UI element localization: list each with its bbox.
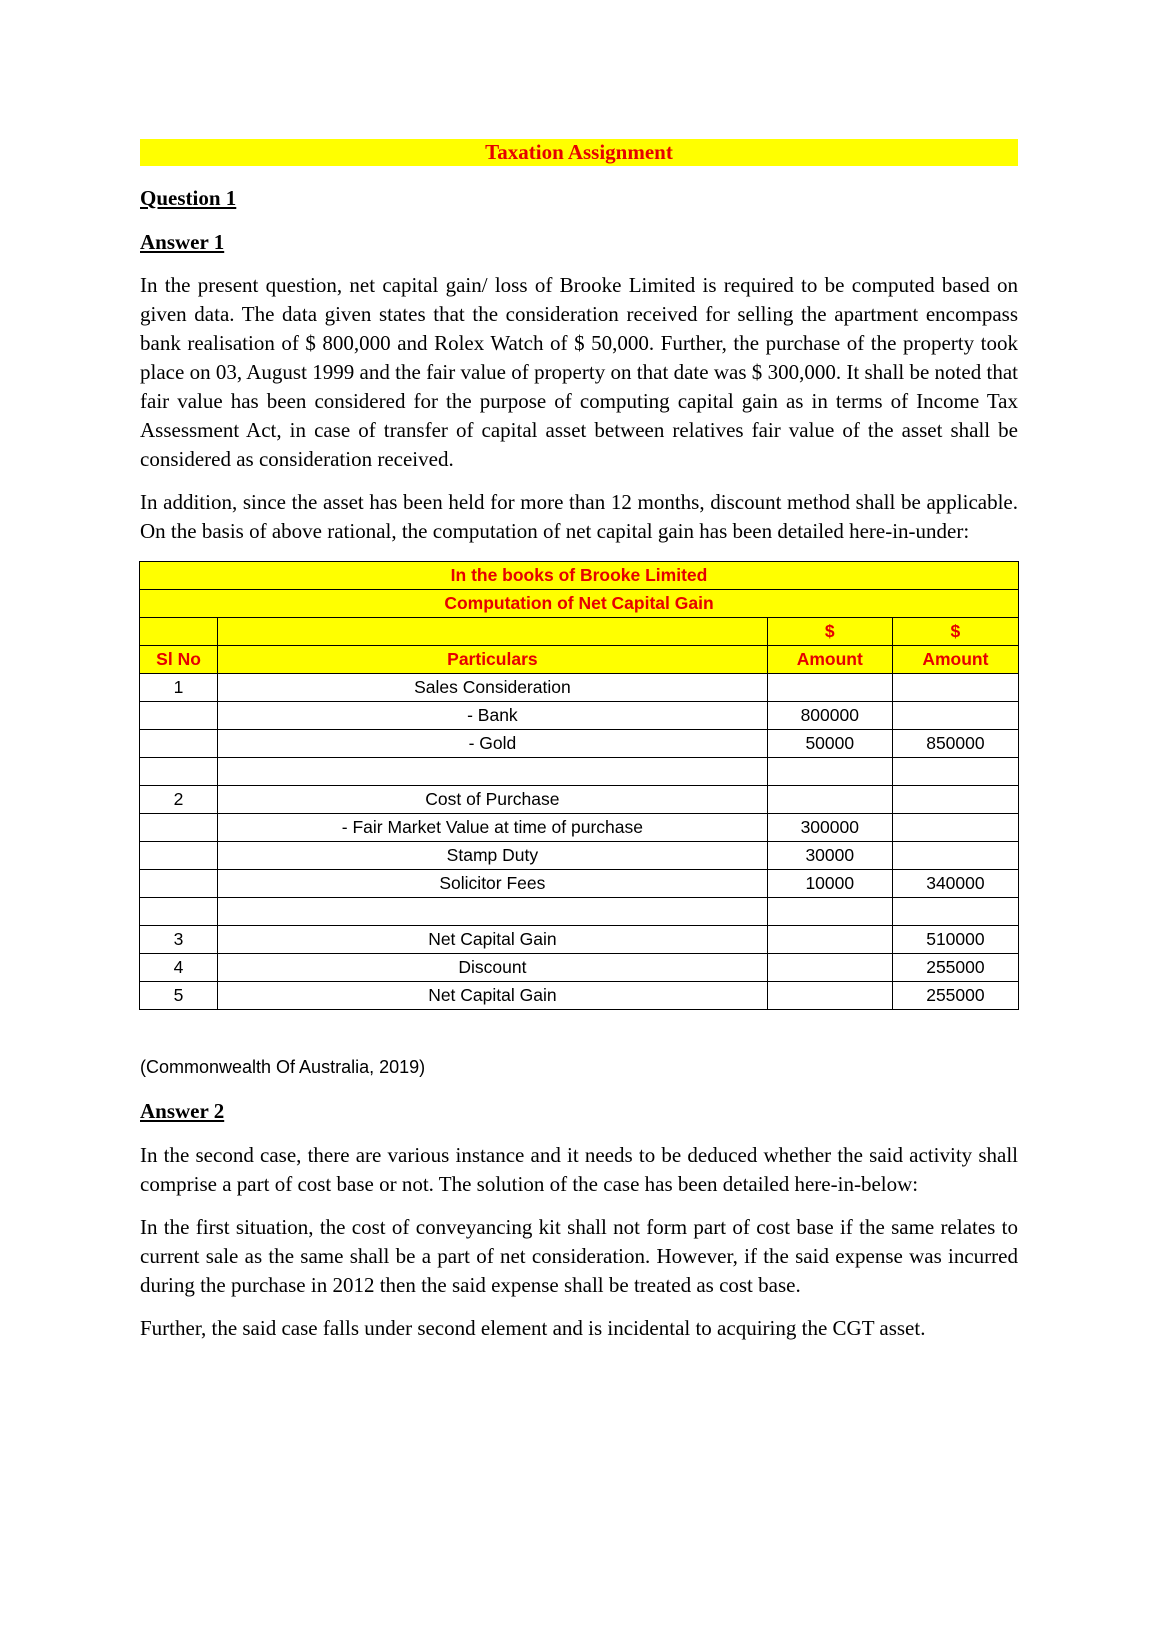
table-title-line1: In the books of Brooke Limited xyxy=(140,562,1019,590)
cell-amount-1 xyxy=(767,982,892,1010)
cell-amount-2 xyxy=(892,674,1018,702)
cell-sl-no: 4 xyxy=(140,954,218,982)
cell-amount-1 xyxy=(767,954,892,982)
capital-gain-table xyxy=(139,561,1019,1010)
header-amount-2: Amount xyxy=(892,646,1018,674)
cell-amount-2 xyxy=(892,842,1018,870)
cell-amount-1: 30000 xyxy=(767,842,892,870)
cell-amount-1 xyxy=(767,786,892,814)
table-row xyxy=(140,814,1019,842)
header-sl-no: Sl No xyxy=(140,646,218,674)
cell-sl-no: 2 xyxy=(140,786,218,814)
cell-sl-no xyxy=(140,898,218,926)
table-row xyxy=(140,982,1019,1010)
cell-sl-no: 3 xyxy=(140,926,218,954)
cell-sl-no xyxy=(140,702,218,730)
cell-particulars xyxy=(218,898,768,926)
cell-amount-2: 255000 xyxy=(892,954,1018,982)
cell-particulars: - Gold xyxy=(218,730,768,758)
table-row xyxy=(140,730,1019,758)
cell-amount-1: 800000 xyxy=(767,702,892,730)
cell-particulars: Discount xyxy=(218,954,768,982)
table-header-row xyxy=(140,646,1019,674)
cell-amount-1: 50000 xyxy=(767,730,892,758)
table-subtitle-row xyxy=(140,590,1019,618)
cell-sl-no xyxy=(140,814,218,842)
cell-amount-1: 10000 xyxy=(767,870,892,898)
header-amount-1: Amount xyxy=(767,646,892,674)
cell-amount-2 xyxy=(892,814,1018,842)
citation: (Commonwealth Of Australia, 2019) xyxy=(140,1057,426,1077)
cell-amount-2 xyxy=(892,898,1018,926)
table-row xyxy=(140,870,1019,898)
answer1-paragraph-1: In the present question, net capital gain/ loss of Brooke Limited is required to be computed based on given data. The data given states that the consideration received for selling the apartment encompass bank realisation of $ 800,000 and Rolex Watch of $ 50,000. Further, the purchase of the property took place on 03, August 1999 and the fair value of property on that date was $ 300,000. It shall be noted that fair value has been considered for the purpose of computing capital gain as in terms of Income Tax Assessment Act, in case of transfer of capital asset between relatives fair value of the asset shall be considered as consideration received. xyxy=(140,273,1018,471)
currency-cell: $ xyxy=(892,618,1018,646)
cell-amount-1 xyxy=(767,674,892,702)
cell-particulars: Net Capital Gain xyxy=(218,982,768,1010)
table-row xyxy=(140,674,1019,702)
table-row xyxy=(140,926,1019,954)
table-row xyxy=(140,954,1019,982)
cell-particulars: Stamp Duty xyxy=(218,842,768,870)
cell-sl-no: 1 xyxy=(140,674,218,702)
answer2-paragraph-2: In the first situation, the cost of conveyancing kit shall not form part of cost base if the same relates to current sale as the same shall be a part of net consideration. However, if the said expense was incurred during the purchase in 2012 then the said expense shall be treated as cost base. xyxy=(140,1215,1018,1297)
cell-sl-no xyxy=(140,758,218,786)
cell-amount-2: 510000 xyxy=(892,926,1018,954)
table-row xyxy=(140,702,1019,730)
currency-cell xyxy=(140,618,218,646)
document-title: Taxation Assignment xyxy=(140,139,1018,166)
cell-amount-2: 850000 xyxy=(892,730,1018,758)
table-row xyxy=(140,786,1019,814)
cell-amount-2: 255000 xyxy=(892,982,1018,1010)
cell-sl-no xyxy=(140,870,218,898)
cell-particulars: Sales Consideration xyxy=(218,674,768,702)
question1-heading: Question 1 xyxy=(140,186,237,210)
cell-amount-2 xyxy=(892,702,1018,730)
cell-sl-no xyxy=(140,842,218,870)
cell-particulars: Cost of Purchase xyxy=(218,786,768,814)
answer1-paragraph-2: In addition, since the asset has been held for more than 12 months, discount method shall be applicable. On the basis of above rational, the computation of net capital gain has been detailed here-in-under: xyxy=(140,490,1018,543)
cell-amount-2 xyxy=(892,786,1018,814)
cell-sl-no: 5 xyxy=(140,982,218,1010)
answer2-paragraph-3: Further, the said case falls under second element and is incidental to acquiring the CGT asset. xyxy=(140,1316,926,1340)
cell-amount-1 xyxy=(767,926,892,954)
cell-amount-2: 340000 xyxy=(892,870,1018,898)
table-row xyxy=(140,842,1019,870)
cell-amount-1 xyxy=(767,898,892,926)
table-title-row xyxy=(140,562,1019,590)
header-particulars: Particulars xyxy=(218,646,768,674)
cell-sl-no xyxy=(140,730,218,758)
cell-particulars xyxy=(218,758,768,786)
table-row xyxy=(140,758,1019,786)
table-row xyxy=(140,898,1019,926)
currency-cell xyxy=(218,618,768,646)
table-currency-row xyxy=(140,618,1019,646)
cell-amount-2 xyxy=(892,758,1018,786)
cell-particulars: Solicitor Fees xyxy=(218,870,768,898)
answer2-paragraph-1: In the second case, there are various instance and it needs to be deduced whether the said activity shall comprise a part of cost base or not. The solution of the case has been detailed here-in-below: xyxy=(140,1143,1018,1196)
answer2-heading: Answer 2 xyxy=(140,1099,225,1123)
cell-particulars: - Bank xyxy=(218,702,768,730)
cell-particulars: Net Capital Gain xyxy=(218,926,768,954)
cell-amount-1: 300000 xyxy=(767,814,892,842)
answer1-heading: Answer 1 xyxy=(140,230,225,254)
document-page xyxy=(140,139,1018,1343)
cell-amount-1 xyxy=(767,758,892,786)
table-title-line2: Computation of Net Capital Gain xyxy=(140,590,1019,618)
cell-particulars: - Fair Market Value at time of purchase xyxy=(218,814,768,842)
currency-cell: $ xyxy=(767,618,892,646)
